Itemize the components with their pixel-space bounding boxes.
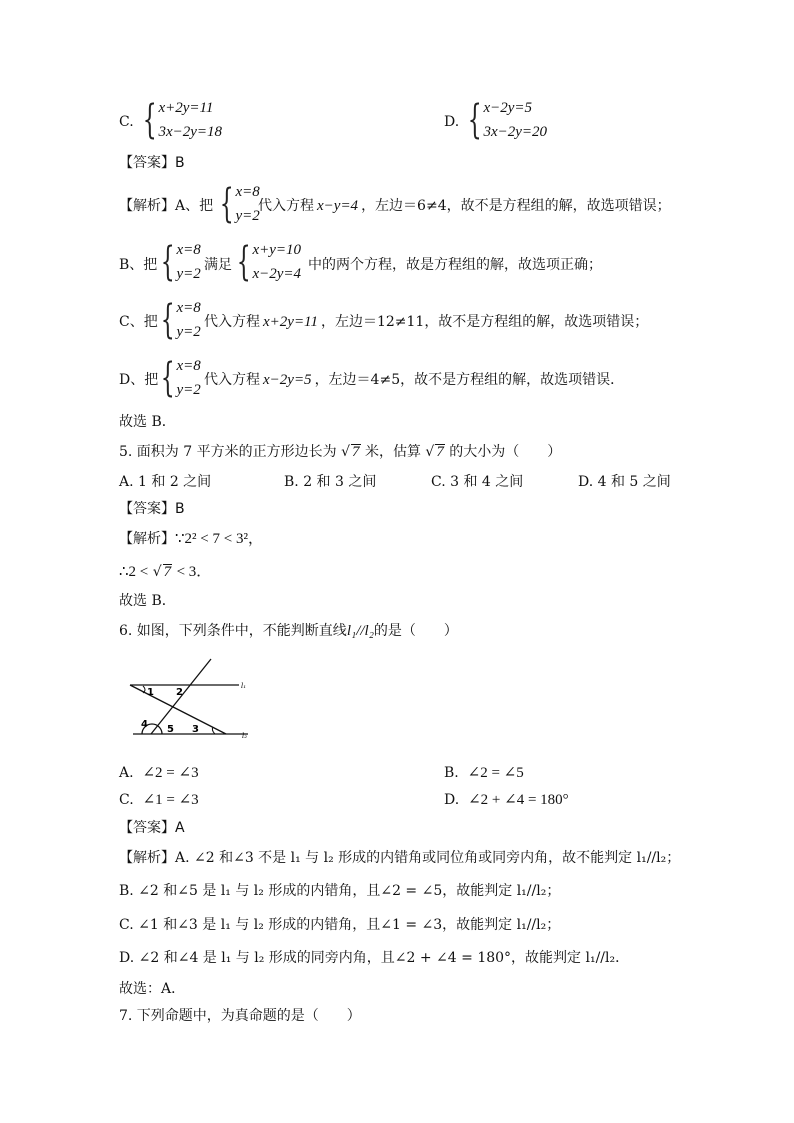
analysis-line-2 (119, 563, 211, 581)
stem-text: 的是（ ） (373, 623, 458, 639)
solution-system (214, 180, 260, 228)
question-5-stem (119, 443, 561, 461)
option-c-system (137, 96, 222, 144)
line-label-l1: l₁ (241, 682, 247, 690)
answer-label: 【答案】 (119, 155, 175, 171)
option-a (119, 764, 199, 782)
equation: x+y=10 (252, 242, 302, 258)
equation: y=2 (235, 208, 260, 224)
equation: x+2y=11 (158, 100, 214, 116)
brace-icon: { (219, 181, 234, 227)
analysis-label: 【解析】 (119, 531, 175, 547)
option-label: C. (119, 792, 134, 808)
analysis-text: 代入方程 (258, 198, 314, 214)
analysis-b: B. ∠2 和∠5 是 l₁ 与 l₂ 形成的内错角，且∠2 = ∠5，故能判定 l₁//l₂； (119, 883, 561, 899)
inequality: ∴2 < (119, 564, 149, 580)
answer-line (119, 154, 185, 172)
question-7-stem: 7. 下列命题中，为真命题的是（ ） (119, 1008, 361, 1024)
equation: 3x−2y=20 (483, 124, 548, 140)
stem-text: 5. 面积为 7 平方米的正方形边长为 (119, 444, 337, 460)
analysis-c-prefix: C、把 (119, 314, 158, 330)
question-6-stem (119, 622, 458, 640)
equation-system (231, 238, 301, 286)
sqrt-icon: √ (341, 444, 350, 460)
option-d (444, 791, 569, 809)
analysis-d-rest (204, 371, 624, 389)
option-label: B. (444, 765, 459, 781)
option-label: D. (444, 792, 460, 808)
answer-value: A (175, 820, 185, 836)
option-c (119, 791, 199, 809)
answer-label: 【答案】 (119, 820, 175, 836)
analysis-text: 代入方程 (204, 314, 260, 330)
analysis-c: C. ∠1 和∠3 是 l₁ 与 l₂ 形成的内错角，且∠1 = ∠3，故能判定 l₁//l₂； (119, 917, 561, 933)
analysis-text: ，故不是方程组的解，故选项错误； (446, 198, 671, 214)
equation: x=8 (176, 300, 201, 316)
analysis-d: D. ∠2 和∠4 是 l₁ 与 l₂ 形成的同旁内角，且∠2 + ∠4 = 180°，故能判定 l₁//l₂． (119, 950, 630, 966)
sqrt-icon: √ (425, 444, 435, 460)
conclusion: 故选 B． (119, 593, 176, 609)
option-d-label: D. (444, 114, 460, 130)
angle-label-3: 3 (192, 724, 199, 735)
answer-line (119, 819, 185, 837)
equation: x+2y=11 (263, 314, 318, 330)
option-a: A. 1 和 2 之间 (119, 474, 212, 490)
option-label: A. (119, 765, 134, 781)
analysis-text: ，故不是方程组的解，故选项错误． (400, 372, 625, 388)
analysis-d-prefix: D、把 (119, 372, 159, 388)
equation: x−2y=5 (483, 100, 533, 116)
option-c-label: C. (119, 114, 134, 130)
angle-label-2: 2 (176, 687, 183, 698)
option-b: B. 2 和 3 之间 (284, 474, 377, 490)
stem-text: 米，估算 (364, 444, 421, 460)
equation: 3x−2y=18 (158, 124, 223, 140)
answer-label: 【答案】 (119, 501, 175, 517)
angle-label-1: 1 (147, 687, 154, 698)
analysis-text: ，故不是方程组的解，故选项错误； (424, 314, 649, 330)
equation: y=2 (176, 382, 201, 398)
analysis-b-mid: 满足 (204, 257, 232, 273)
option-c: C. 3 和 4 之间 (431, 474, 524, 490)
inequality: < 3． (176, 564, 212, 580)
conclusion: 故选 B． (119, 414, 176, 430)
option-b (444, 764, 524, 782)
equation: x=8 (176, 242, 201, 258)
equation: x−2y=5 (263, 372, 312, 388)
solution-system (155, 296, 201, 344)
angle-label-4: 4 (141, 719, 148, 730)
analysis-a-rest (258, 197, 671, 215)
analysis-c-rest (204, 313, 648, 331)
inequality: ∵2² < 7 < 3²， (175, 531, 263, 547)
analysis-text: ，左边＝12≠11 (320, 314, 425, 330)
option-expr: ∠2 = ∠3 (142, 765, 199, 781)
solution-system (155, 354, 201, 402)
line-label-l2: l₂ (242, 732, 248, 740)
analysis-text: 代入方程 (204, 372, 260, 388)
analysis-text: A. ∠2 和∠3 不是 l₁ 与 l₂ 形成的内错角或同位角或同旁内角，故不能判定 l₁//l₂； (175, 850, 681, 866)
solution-system (155, 238, 201, 286)
analysis-line-1 (119, 530, 263, 548)
brace-icon: { (236, 239, 251, 285)
radicand: 7 (352, 444, 360, 460)
brace-icon: { (142, 97, 157, 143)
analysis-a-text: A、把 (175, 198, 214, 214)
analysis-text: ，左边＝6≠4 (361, 198, 447, 214)
analysis-text: ，左边＝4≠5 (314, 372, 401, 388)
option-expr: ∠1 = ∠3 (142, 792, 199, 808)
angle-label-5: 5 (167, 724, 174, 735)
option-expr: ∠2 = ∠5 (467, 765, 524, 781)
equation: x−y=4 (317, 198, 359, 214)
radicand: 7 (436, 444, 444, 460)
option-d-system (462, 96, 547, 144)
sqrt-icon: √ (152, 564, 162, 580)
analysis-a (119, 849, 680, 867)
analysis-label: 【解析】 (119, 198, 175, 214)
option-expr: ∠2 + ∠4 = 180° (468, 792, 569, 808)
equation: y=2 (176, 324, 201, 340)
analysis-label: 【解析】 (119, 850, 175, 866)
equation: x−2y=4 (252, 266, 302, 282)
analysis-b-result: 中的两个方程，故是方程组的解，故选项正确； (308, 257, 602, 273)
brace-icon: { (160, 355, 175, 401)
conclusion: 故选：A． (119, 981, 186, 997)
stem-text: 6. 如图，下列条件中，不能判断直线 (119, 623, 347, 639)
analysis-a-prefix (119, 197, 213, 215)
stem-text: 的大小为（ ） (449, 444, 562, 460)
equation: y=2 (176, 266, 201, 282)
brace-icon: { (467, 97, 482, 143)
answer-line (119, 500, 185, 518)
equation: x=8 (176, 358, 201, 374)
brace-icon: { (160, 239, 175, 285)
equation: x=8 (235, 184, 260, 200)
answer-value: B (175, 501, 185, 517)
analysis-b-prefix: B、把 (119, 257, 158, 273)
parallel-expr: l₁//l₂ (346, 623, 374, 639)
radicand: 7 (163, 564, 172, 580)
option-d: D. 4 和 5 之间 (578, 474, 671, 490)
brace-icon: { (160, 297, 175, 343)
answer-value: B (175, 155, 185, 171)
geometry-figure (125, 655, 265, 745)
